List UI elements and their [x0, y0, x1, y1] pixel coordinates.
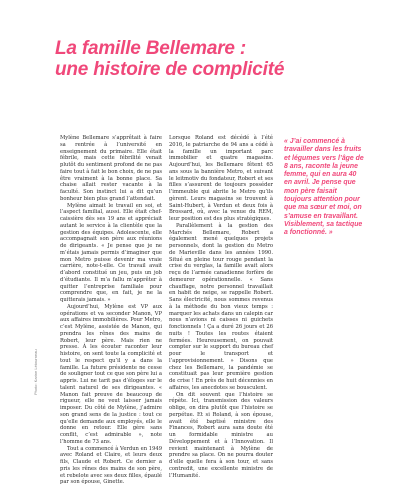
body-column-1	[60, 135, 162, 486]
paragraph: On dit souvent que l’histoire se répète. Ici, transmission des valeurs oblige, on dira plutôt que l’histoire se perpétue. Et si Roland, à son épouse, avait été baptisé ministre des Finances, Robert aura sans doute été un formidable ministre au Développement et à l’Innovation. Il revient maintenant à Mylène de prendre sa place. On ne pourra douter d’elle quelle fera à son tour, et sans contredit, une excellente ministre de l’Humanité.	[169, 392, 273, 480]
article-title	[55, 38, 375, 80]
paragraph: Mylène Bellemare s’apprêtait à faire sa rentrée à l’université en enseignement du primaire. Elle était fébrile, mais cette fébrilité venait plutôt du sentiment profond de ne pas faire tout à fait le bon choix, de ne pas être vraiment à la bonne place. Sa chaise allait rester vacante à la faculté. Son instinct lui a dit qu’un bonheur bien plus grand l’attendait.	[60, 135, 162, 203]
paragraph: Mylène aimait le travail en soi, et l’aspect familial, aussi. Elle était chef-caissière dès ses 19 ans et appréciait autant le service à la clientèle que la gestion des équipes. Adolescente, elle accompagnait son père aux réunions de dirigeants. « Je pense que je ne m’étais jamais permis d’imaginer que mon Metro puisse devenir ma vraie carrière, note-t-elle. Ce travail avait d’abord constitué un jeu, puis un job d’étudiante. Il m’a fallu m’apprêter à quitter l’entreprise familiale pour comprendre que, en fait, je ne la quitterais jamais. »	[60, 203, 162, 304]
article-title-line-2: une histoire de complicité	[55, 59, 375, 80]
pull-quote: « J’ai commencé à travailler dans les fruits et légumes vers l’âge de 8 ans, raconte la jeune femme, qui en aura 40 en avril. Je pense que mon père faisait toujours attention pour que ma sœur et moi, on s’amuse en travaillant. Visiblement, sa tactique a fonctionné. »	[284, 138, 366, 238]
paragraph: Parallèlement à la gestion des Marchés Bellemare, Robert a également mené quelques projets personnels, dont la gestion du Metro de Marieville dans les années 1990. Situé en pleine tour rouge pendant la crise du verglas, la famille avait alors reçu de l’armée canadienne forfère de demeurer opérationnelle. « Sans chauffage, notre personnel travaillait en habit de neige, se rappelle Robert. Sans électricité, nous sommes revenus à la méthode du bon vieux temps : marquer les achats dans un calepin car nous n’avions ni caisses ni guichets fonctionnels ! Ça a duré 26 jours et 26 nuits ! Toutes les routes étaient fermées. Heureusement, on pouvait compter sur le support du bureau chef pour le transport et l’approvisionnement. » Disons que chez les Bellemare, la pandémie se constituait pas leur première gestion de crise ! En près de huit décennies en affaires, les anecdotes se bousculent.	[169, 223, 273, 392]
paragraph: Lorsque Roland est décédé à l’été 2016, le patriarche de 94 ans a cédé à la famille un important parc immobilier et quatre magasins. Aujourd’hui, les Bellemare fêtent 65 ans sous la bannière Metro, et suivant le leitmotiv du fondateur, Robert et ses filles s’assurent de toujours posséder l’immeuble qui abrite le Metro qu’ils gèrent. Leurs magasins se trouvent à Saint-Hubert, à Verdun et deux fois à Brossard, où, avec la venue du REM, leur position est des plus stratégiques.	[169, 135, 273, 223]
paragraph: Aujourd’hui, Mylène est VP aux opérations et va seconder Manon, VP aux affaires immobilières. Pour Metro, c’est Mylène, assistée de Manon, qui prendra les rênes des mains de Robert, leur père. Mais rien ne presse. À les écouter raconter leur histoire, on sent toute la complicité et tout le respect qu’il y a dans la famille. La future présidente ne cesse de souligner tout ce que son père lui a appris. Lui ne tarit pas d’éloges sur le talent naturel de ses dirigeantes. « Manon fait preuve de beaucoup de rigueur, elle ne veut laisser jamais imposer. Du côté de Mylène, j’admire son grand sens de la justice : tout ce qu’elle demande aux employés, elle le donne en retour. Elle gère sans conflit, c’est admirable », note l’homme de 73 ans.	[60, 304, 162, 446]
article-title-line-1: La famille Bellemare :	[55, 38, 375, 59]
body-column-2	[169, 135, 273, 479]
photo-credit: Photo: Karine Létourneau	[33, 349, 38, 395]
paragraph: Tout a commencé à Verdun en 1949 avec Roland et Claire, et leurs deux fils, Claude et Robert. Ce dernier a pris les rênes des mains de son père, et rebelote avec ses deux filles, épaulé par son épouse, Ginette.	[60, 446, 162, 486]
